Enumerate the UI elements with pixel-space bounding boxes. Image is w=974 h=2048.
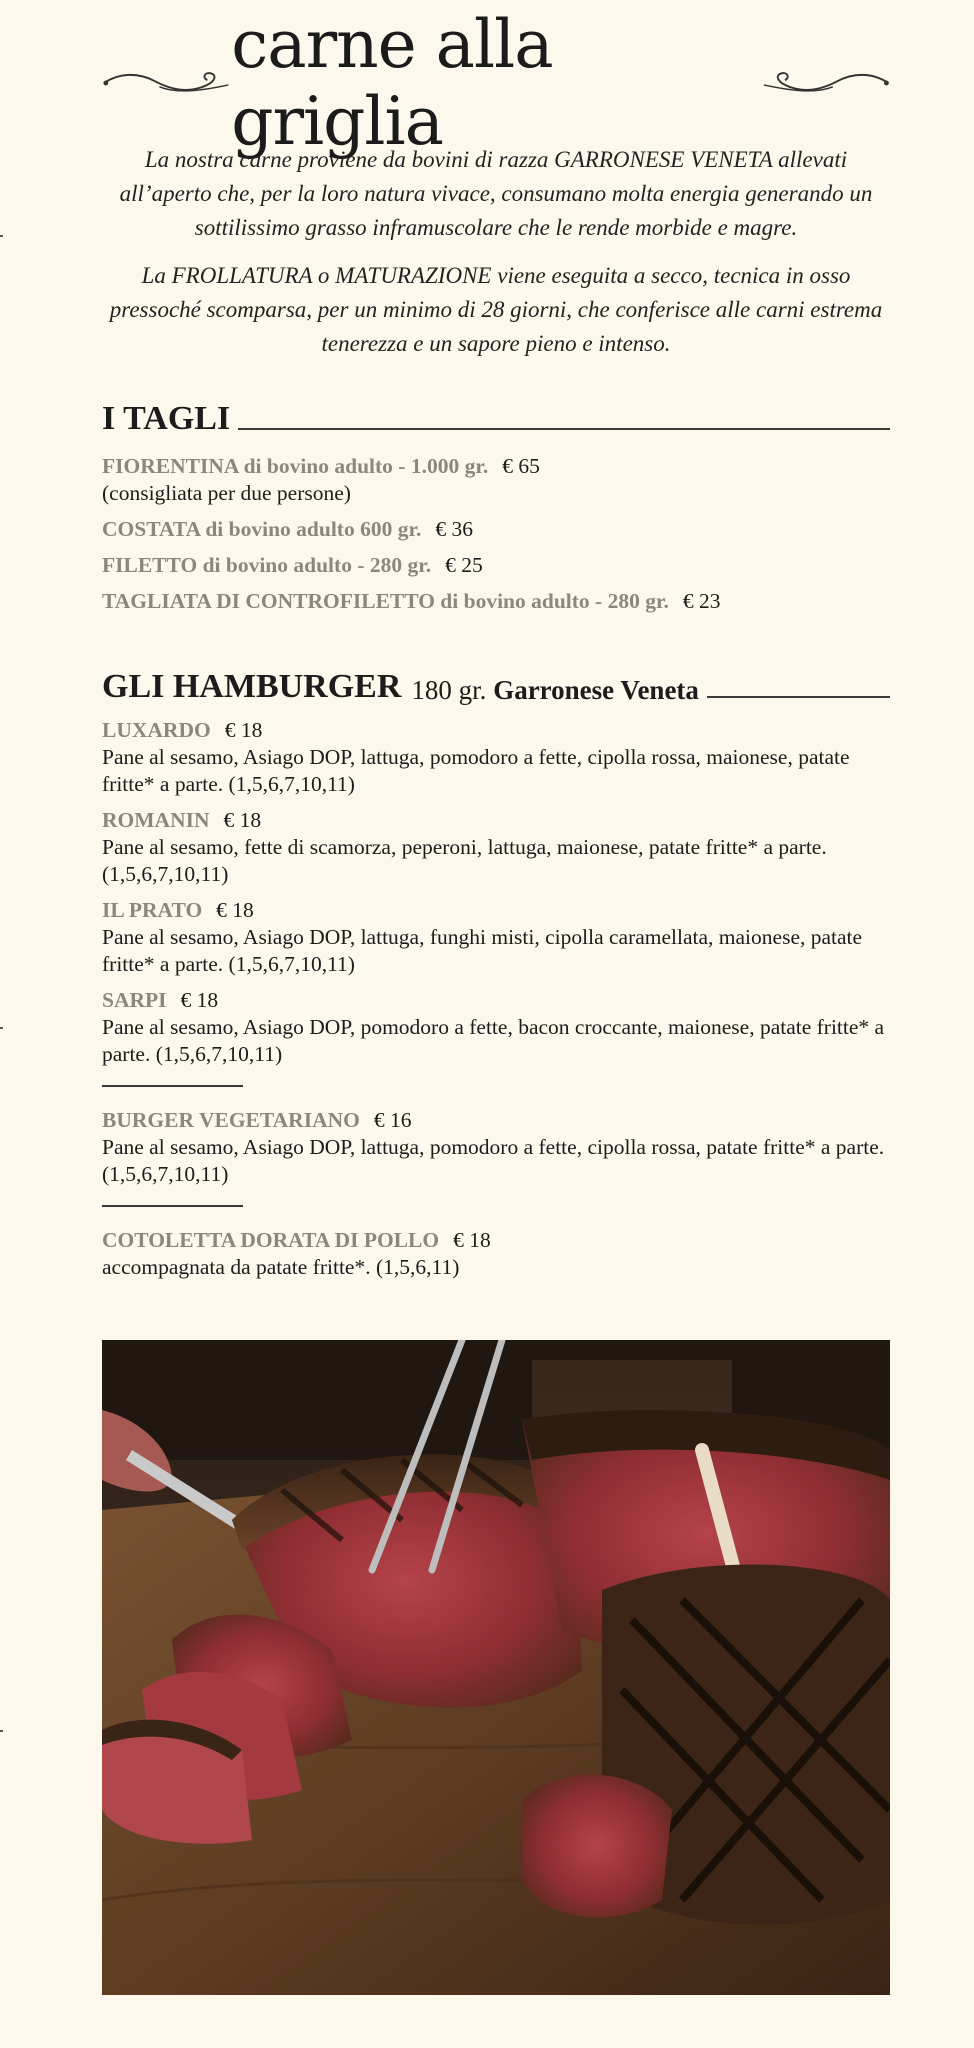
item-price: € 18 (224, 718, 263, 742)
list-item (102, 807, 892, 834)
heading-rule (707, 696, 890, 698)
item-price: € 36 (435, 517, 474, 541)
item-name: ROMANIN (102, 808, 210, 832)
grilled-steak-photo (102, 1340, 890, 1995)
section-title: I TAGLI (102, 400, 231, 437)
item-name: SARPI (102, 988, 167, 1012)
item-price: € 18 (223, 808, 262, 832)
list-item (102, 897, 892, 924)
edge-mark (0, 1730, 3, 1732)
item-description: accompagnata da patate fritte*. (1,5,6,11) (102, 1255, 460, 1279)
list-item (102, 516, 892, 543)
item-price: € 18 (180, 988, 219, 1012)
item-name: IL PRATO (102, 898, 203, 922)
item-price: € 16 (373, 1108, 412, 1132)
item-name: FILETTO di bovino adulto - 280 gr. (102, 553, 432, 577)
intro-paragraph: La FROLLATURA o MATURAZIONE viene eseguita a secco, tecnica in osso pressoché scomparsa, per un minimo di 28 giorni, che conferisce alle carni estrema tenerezza e un sapore pieno e intenso. (109, 263, 883, 356)
item-price: € 18 (216, 898, 254, 922)
list-item (102, 717, 892, 744)
item-name: COTOLETTA DORATA DI POLLO (102, 1228, 440, 1252)
divider (102, 1205, 243, 1207)
list-item (102, 987, 892, 1014)
section-heading-tagli (102, 400, 890, 438)
item-note: (consigliata per due persone) (102, 481, 351, 505)
item-name: COSTATA di bovino adulto 600 gr. (102, 517, 422, 541)
intro-paragraph: La nostra carne proviene da bovini di razza GARRONESE VENETA allevati all’aperto che, per la loro natura vivace, consumano molta energia generando un sottilissimo grasso inframuscolare che le rende morbide e magre. (119, 147, 873, 240)
list-item (102, 1107, 892, 1134)
item-price: € 65 (502, 454, 540, 478)
intro-text (102, 143, 890, 375)
item-description: Pane al sesamo, Asiago DOP, lattuga, pomodoro a fette, cipolla rossa, maionese, patate fritte* a parte. (1,5,6,7,10,11) (102, 745, 850, 796)
section-heading-hamburger (102, 668, 890, 706)
list-item (102, 453, 892, 480)
item-price: € 23 (682, 589, 721, 613)
item-name: FIORENTINA di bovino adulto - 1.000 gr. (102, 454, 489, 478)
subtitle-weight: 180 gr. (411, 675, 487, 705)
hamburger-list (102, 717, 892, 1281)
tagli-list (102, 453, 892, 615)
item-name: TAGLIATA DI CONTROFILETTO di bovino adulto - 280 gr. (102, 589, 669, 613)
item-description: Pane al sesamo, fette di scamorza, peperoni, lattuga, maionese, patate fritte* a parte. (1,5,6,7,10,11) (102, 835, 827, 886)
section-title: GLI HAMBURGER (102, 668, 402, 705)
edge-mark (0, 1027, 3, 1029)
item-description: Pane al sesamo, Asiago DOP, lattuga, funghi misti, cipolla caramellata, maionese, patate fritte* a parte. (1,5,6,7,10,11) (102, 925, 863, 976)
section-subtitle (411, 675, 699, 706)
heading-rule (238, 428, 890, 430)
item-price: € 25 (445, 553, 483, 577)
item-price: € 18 (453, 1228, 491, 1252)
divider (102, 1085, 243, 1087)
item-name: BURGER VEGETARIANO (102, 1108, 360, 1132)
item-description: Pane al sesamo, Asiago DOP, pomodoro a fette, bacon croccante, maionese, patate fritte* a parte. (1,5,6,7,10,11) (102, 1015, 885, 1066)
flourish-right-icon (761, 63, 890, 103)
edge-mark (0, 235, 3, 237)
title-row (102, 6, 890, 160)
list-item (102, 552, 892, 579)
item-name: LUXARDO (102, 718, 211, 742)
page-title: carne alla griglia (231, 6, 553, 160)
list-item (102, 588, 892, 615)
item-description: Pane al sesamo, Asiago DOP, lattuga, pomodoro a fette, cipolla rossa, patate fritte* a parte. (1,5,6,7,10,11) (102, 1135, 885, 1186)
list-item (102, 1227, 892, 1254)
subtitle-breed: Garronese Veneta (493, 675, 699, 705)
flourish-left-icon (102, 63, 231, 103)
